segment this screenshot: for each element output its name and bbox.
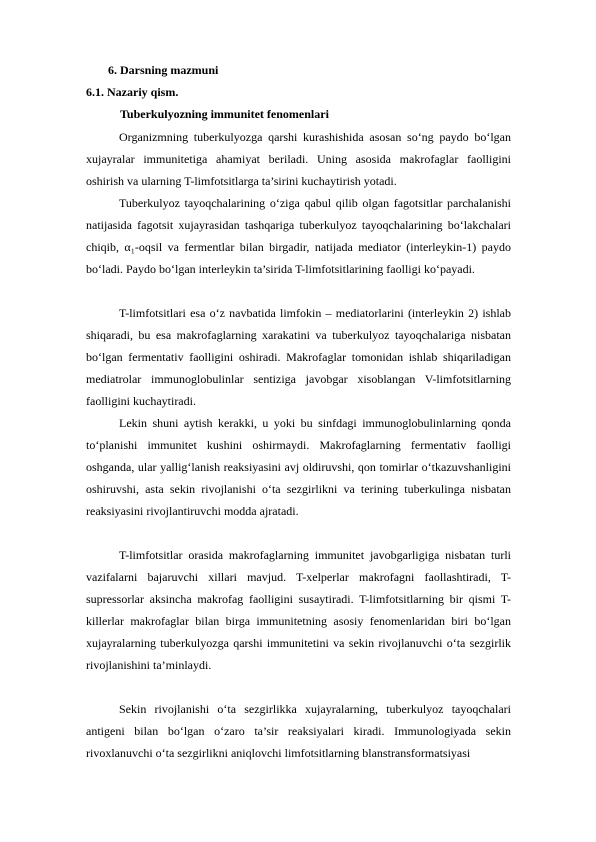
paragraph-6: Sekin rivojlanishi o‘ta sezgirlikka xujayralarning, tuberkulyoz tayoqchalari antigeni bilan bo‘lgan o‘zaro ta’sir reaksiyalari kiradi. Immunologiyada sekin rivoxlanuvchi o‘ta sezgirlikni aniqlovchi limfotsitlarning blanstransformatsiyasi bbox=[86, 702, 511, 760]
section-title: 6. Darsning mazmuni bbox=[108, 63, 219, 77]
topic-title: Tuberkulyozning immunitet fenomenlari bbox=[120, 107, 329, 121]
paragraph-3: T-limfotsitlari esa o‘z navbatida limfokin – mediatorlarini (interleykin 2) ishlab shiqaradi, bu esa makrofaglarning xarakatini va tuberkulyoz tayoqchalariga nisbatan bo‘lgan fermentativ faolligini oshiradi. Makrofaglar tomonidan ishlab shiqariladigan mediatrolar immunoglobulinlar sentiziga javobgar xisoblangan V-limfotsitlarning faolligini kuchaytiradi. bbox=[86, 306, 511, 408]
subsection-title: 6.1. Nazariy qism. bbox=[86, 85, 179, 99]
paragraph-5: T-limfotsitlar orasida makrofaglarning immunitet javobgarligiga nisbatan turli vazifalarni bajaruvchi xillari mavjud. T-xelperlar makrofagni faollashtiradi, T-supressorlar aksincha makrofag faolligini susaytiradi. T-limfotsitlarning bir qismi T-killerlar makrofaglar bilan birga immunitetning asosiy fenomenlaridan biri bo‘lgan xujayralarning tuberkulyozga qarshi immunitetini va sekin rivojlanuvchi o‘ta sezgirlik rivojlanishini ta’minlaydi. bbox=[86, 548, 511, 672]
paragraph-1: Organizmning tuberkulyozga qarshi kurashishida asosan so‘ng paydo bo‘lgan xujayralar immunitetiga ahamiyat beriladi. Uning asosida makrofaglar faolligini oshirish va ularning T-limfotsitlarga ta’sirini kuchaytirish yotadi. bbox=[86, 130, 511, 188]
paragraph-4: Lekin shuni aytish kerakki, u yoki bu sinfdagi immunoglobulinlarning qonda to‘planishi immunitet kushini oshirmaydi. Makrofaglarning fermentativ faolligi oshganda, ular yallig‘lanish reaksiyasini avj oldiruvshi, qon tomirlar o‘tkazuvshanligini oshiruvshi, asta sekin rivojlanishi o‘ta sezgirlikni va terining tuberkulinga nisbatan reaksiyasini rivojlantiruvchi modda ajratadi. bbox=[86, 416, 511, 518]
paragraph-2: Tuberkulyoz tayoqchalarining o‘ziga qabul qilib olgan fagotsitlar parchalanishi natijasida fagotsit xujayrasidan tashqariga tuberkulyoz tayoqchalarining bo‘lakchalari chiqib, α₁-oqsil va fermentlar bilan birgadir, natijada mediator (interleykin-1) paydo bo‘ladi. Paydo bo‘lgan interleykin ta’sirida T-limfotsitlarining faolligi ko‘payadi. bbox=[86, 196, 511, 276]
